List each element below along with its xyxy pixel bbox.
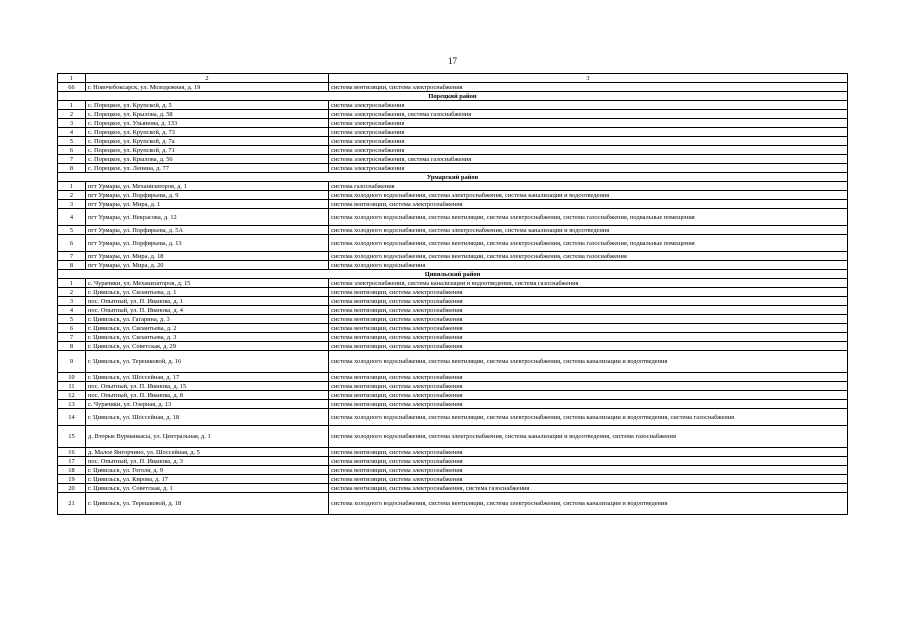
- district-name: Цивильский район: [58, 270, 848, 279]
- row-number: 2: [58, 110, 86, 119]
- table-row: [58, 252, 848, 261]
- address-cell: пгт Урмары, ул. Мира, д. 20: [86, 261, 329, 270]
- table-row: [58, 261, 848, 270]
- table-row: [58, 448, 848, 457]
- row-number: 3: [58, 200, 86, 209]
- address-cell: пгт Урмары, ул. Механизаторов, д. 1: [86, 182, 329, 191]
- table-row: [58, 342, 848, 351]
- systems-cell: система вентиляции, система электроснабжения, система газоснабжения: [329, 484, 848, 493]
- row-number: 10: [58, 373, 86, 382]
- row-number: 13: [58, 400, 86, 409]
- district-name: Порецкий район: [58, 92, 848, 101]
- systems-cell: система электроснабжения: [329, 128, 848, 137]
- systems-cell: система электроснабжения: [329, 137, 848, 146]
- address-cell: г. Цивильск, ул. Гагарина, д. 3: [86, 315, 329, 324]
- table-row: [58, 155, 848, 164]
- address-cell: с. Порецкое, ул. Ульянова, д. 133: [86, 119, 329, 128]
- address-cell: д. Малое Янгорчино, ул. Шоссейная, д. 5: [86, 448, 329, 457]
- address-cell: пгт Урмары, ул. Порфирьева, д. 5А: [86, 226, 329, 235]
- systems-cell: система холодного водоснабжения, система вентиляции, система электроснабжения, система газоснабжения: [329, 252, 848, 261]
- systems-cell: система вентиляции, система электроснабжения: [329, 475, 848, 484]
- row-number: 1: [58, 279, 86, 288]
- address-cell: г. Цивильск, ул. Советская, д. 1: [86, 484, 329, 493]
- systems-cell: система вентиляции, система электроснабжения: [329, 382, 848, 391]
- systems-cell: система холодного водоснабжения, система вентиляции, система электроснабжения, система канализации и водоотведения: [329, 351, 848, 373]
- address-cell: пос. Опытный, ул. П. Иванова, д. 15: [86, 382, 329, 391]
- row-number: 12: [58, 391, 86, 400]
- table-row: [58, 400, 848, 409]
- systems-cell: система холодного водоснабжения, система электроснабжения, система канализации и водоотведения, система газоснабжения: [329, 426, 848, 448]
- row-number: 2: [58, 288, 86, 297]
- systems-cell: система электроснабжения, система канализации и водоотведения, система газоснабжения: [329, 279, 848, 288]
- row-number: 16: [58, 448, 86, 457]
- district-section-row: [58, 270, 848, 279]
- systems-cell: система вентиляции, система электроснабжения: [329, 315, 848, 324]
- row-number: 7: [58, 155, 86, 164]
- systems-cell: система электроснабжения: [329, 164, 848, 173]
- systems-cell: система вентиляции, система электроснабжения: [329, 342, 848, 351]
- address-cell: с. Порецкое, ул. Крупской, д. 73: [86, 128, 329, 137]
- systems-cell: система холодного водоснабжения: [329, 261, 848, 270]
- table-row: [58, 297, 848, 306]
- table-row: [58, 409, 848, 426]
- systems-cell: система вентиляции, система электроснабжения: [329, 391, 848, 400]
- row-number: 8: [58, 164, 86, 173]
- page-number: 17: [448, 56, 457, 66]
- address-cell: г. Цивильск, ул. Терешковой, д. 18: [86, 493, 329, 515]
- systems-cell: система вентиляции, система электроснабжения: [329, 466, 848, 475]
- systems-cell: система холодного водоснабжения, система вентиляции, система электроснабжения, система канализации и водоотведения, система газоснабжения: [329, 409, 848, 426]
- table-row: [58, 457, 848, 466]
- table-row: [58, 391, 848, 400]
- systems-cell: система электроснабжения, система газоснабжения: [329, 110, 848, 119]
- systems-cell: система вентиляции, система электроснабжения: [329, 373, 848, 382]
- row-number: 1: [58, 101, 86, 110]
- address-cell: с. Порецкое, ул. Крупской, д. 7а: [86, 137, 329, 146]
- row-number: 6: [58, 235, 86, 252]
- row-number: 21: [58, 493, 86, 515]
- table-row: [58, 484, 848, 493]
- row-number: 14: [58, 409, 86, 426]
- address-cell: пос. Опытный, ул. П. Иванова, д. 3: [86, 457, 329, 466]
- table-row: [58, 128, 848, 137]
- row-number: 66: [58, 83, 86, 92]
- column-header-1: 1: [58, 74, 86, 83]
- systems-cell: система электроснабжения, система газоснабжения: [329, 155, 848, 164]
- table-row: [58, 333, 848, 342]
- systems-cell: система газоснабжения: [329, 182, 848, 191]
- district-name: Урмарский район: [58, 173, 848, 182]
- row-number: 18: [58, 466, 86, 475]
- address-cell: пос. Опытный, ул. П. Иванова, д. 4: [86, 306, 329, 315]
- address-cell: пос. Опытный, ул. П. Иванова, д. 8: [86, 391, 329, 400]
- row-number: 6: [58, 324, 86, 333]
- address-cell: пгт Урмары, ул. Некрасова, д. 12: [86, 209, 329, 226]
- systems-cell: система вентиляции, система электроснабжения: [329, 306, 848, 315]
- systems-cell: система электроснабжения: [329, 119, 848, 128]
- table-row: [58, 191, 848, 200]
- address-cell: пгт Урмары, ул. Порфирьева, д. 13: [86, 235, 329, 252]
- table-row: [58, 200, 848, 209]
- systems-cell: система холодного водоснабжения, система электроснабжения, система канализации и водоотведения: [329, 226, 848, 235]
- systems-cell: система вентиляции, система электроснабжения: [329, 324, 848, 333]
- row-number: 20: [58, 484, 86, 493]
- address-cell: г. Цивильск, ул. Кирова, д. 17: [86, 475, 329, 484]
- row-number: 8: [58, 261, 86, 270]
- address-cell: г. Цивильск, ул. Шоссейная, д. 18: [86, 409, 329, 426]
- row-number: 19: [58, 475, 86, 484]
- address-cell: пос. Опытный, ул. П. Иванова, д. 1: [86, 297, 329, 306]
- table-header-row: [58, 74, 848, 83]
- table-row: [58, 426, 848, 448]
- table-row: [58, 101, 848, 110]
- systems-cell: система холодного водоснабжения, система электроснабжения, система канализации и водоотведения: [329, 191, 848, 200]
- row-number: 8: [58, 342, 86, 351]
- systems-cell: система вентиляции, система электроснабжения: [329, 83, 848, 92]
- address-cell: г. Цивильск, ул. Советская, д. 29: [86, 342, 329, 351]
- address-cell: с. Порецкое, ул. Крылова, д. 58: [86, 110, 329, 119]
- table-row: [58, 306, 848, 315]
- row-number: 5: [58, 315, 86, 324]
- row-number: 5: [58, 226, 86, 235]
- table-row: [58, 288, 848, 297]
- systems-cell: система вентиляции, система электроснабжения: [329, 333, 848, 342]
- table-row: [58, 137, 848, 146]
- address-cell: с. Чурачики, ул. Озерная, д. 13: [86, 400, 329, 409]
- address-cell: с. Порецкое, ул. Крылова, д. 56: [86, 155, 329, 164]
- address-cell: г. Цивильск, ул. Силантьева, д. 3: [86, 333, 329, 342]
- row-number: 7: [58, 252, 86, 261]
- row-number: 4: [58, 209, 86, 226]
- column-header-2: 2: [86, 74, 329, 83]
- table-row: [58, 373, 848, 382]
- row-number: 1: [58, 182, 86, 191]
- systems-cell: система холодного водоснабжения, система вентиляции, система электроснабжения, система канализации и водоотведения: [329, 493, 848, 515]
- address-cell: г. Цивильск, ул. Силантьева, д. 1: [86, 288, 329, 297]
- table-row: [58, 493, 848, 515]
- systems-cell: система холодного водоснабжения, система вентиляции, система электроснабжения, система газоснабжения, подвальные помещения: [329, 235, 848, 252]
- row-number: 5: [58, 137, 86, 146]
- row-number: 11: [58, 382, 86, 391]
- systems-cell: система электроснабжения: [329, 101, 848, 110]
- address-cell: с. Порецкое, ул. Крупской, д. 71: [86, 146, 329, 155]
- systems-cell: система вентиляции, система электроснабжения: [329, 448, 848, 457]
- row-number: 3: [58, 297, 86, 306]
- systems-cell: система вентиляции, система электроснабжения: [329, 400, 848, 409]
- row-number: 4: [58, 128, 86, 137]
- address-cell: пгт Урмары, ул. Порфирьева, д. 9: [86, 191, 329, 200]
- row-number: 7: [58, 333, 86, 342]
- systems-cell: система вентиляции, система электроснабжения: [329, 288, 848, 297]
- table-row: [58, 110, 848, 119]
- address-cell: с. Порецкое, ул. Ленина, д. 77: [86, 164, 329, 173]
- table-row: [58, 146, 848, 155]
- systems-cell: система вентиляции, система электроснабжения: [329, 200, 848, 209]
- row-number: 9: [58, 351, 86, 373]
- row-number: 4: [58, 306, 86, 315]
- district-section-row: [58, 92, 848, 101]
- systems-cell: система холодного водоснабжения, система вентиляции, система электроснабжения, система газоснабжения, подвальные помещения: [329, 209, 848, 226]
- table-row: [58, 182, 848, 191]
- address-cell: г. Цивильск, ул. Гоголя, д. 9: [86, 466, 329, 475]
- table-row: [58, 164, 848, 173]
- table-body: [58, 74, 848, 515]
- table-row: [58, 351, 848, 373]
- table-row: [58, 475, 848, 484]
- address-cell: пгт Урмары, ул. Мира, д. 1: [86, 200, 329, 209]
- address-cell: с. Порецкое, ул. Крупской, д. 5: [86, 101, 329, 110]
- objects-table: [57, 73, 848, 515]
- address-cell: г. Цивильск, ул. Терешковой, д. 16: [86, 351, 329, 373]
- address-cell: д. Вторые Вурманкасы, ул. Центральная, д. 1: [86, 426, 329, 448]
- table-row: [58, 83, 848, 92]
- row-number: 2: [58, 191, 86, 200]
- address-cell: с. Чурачики, ул. Механизаторов, д. 15: [86, 279, 329, 288]
- column-header-3: 3: [329, 74, 848, 83]
- row-number: 3: [58, 119, 86, 128]
- systems-cell: система вентиляции, система электроснабжения: [329, 457, 848, 466]
- table-row: [58, 209, 848, 226]
- table-row: [58, 466, 848, 475]
- row-number: 15: [58, 426, 86, 448]
- table-row: [58, 226, 848, 235]
- row-number: 6: [58, 146, 86, 155]
- district-section-row: [58, 173, 848, 182]
- table-row: [58, 119, 848, 128]
- table-row: [58, 315, 848, 324]
- table-row: [58, 235, 848, 252]
- address-cell: г. Цивильск, ул. Шоссейная, д. 17: [86, 373, 329, 382]
- table-row: [58, 279, 848, 288]
- table-row: [58, 324, 848, 333]
- address-cell: г. Новочебоксарск, ул. Молодежная, д. 19: [86, 83, 329, 92]
- table-row: [58, 382, 848, 391]
- address-cell: пгт Урмары, ул. Мира, д. 18: [86, 252, 329, 261]
- row-number: 17: [58, 457, 86, 466]
- address-cell: г. Цивильск, ул. Силантьева, д. 2: [86, 324, 329, 333]
- systems-cell: система вентиляции, система электроснабжения: [329, 297, 848, 306]
- systems-cell: система электроснабжения: [329, 146, 848, 155]
